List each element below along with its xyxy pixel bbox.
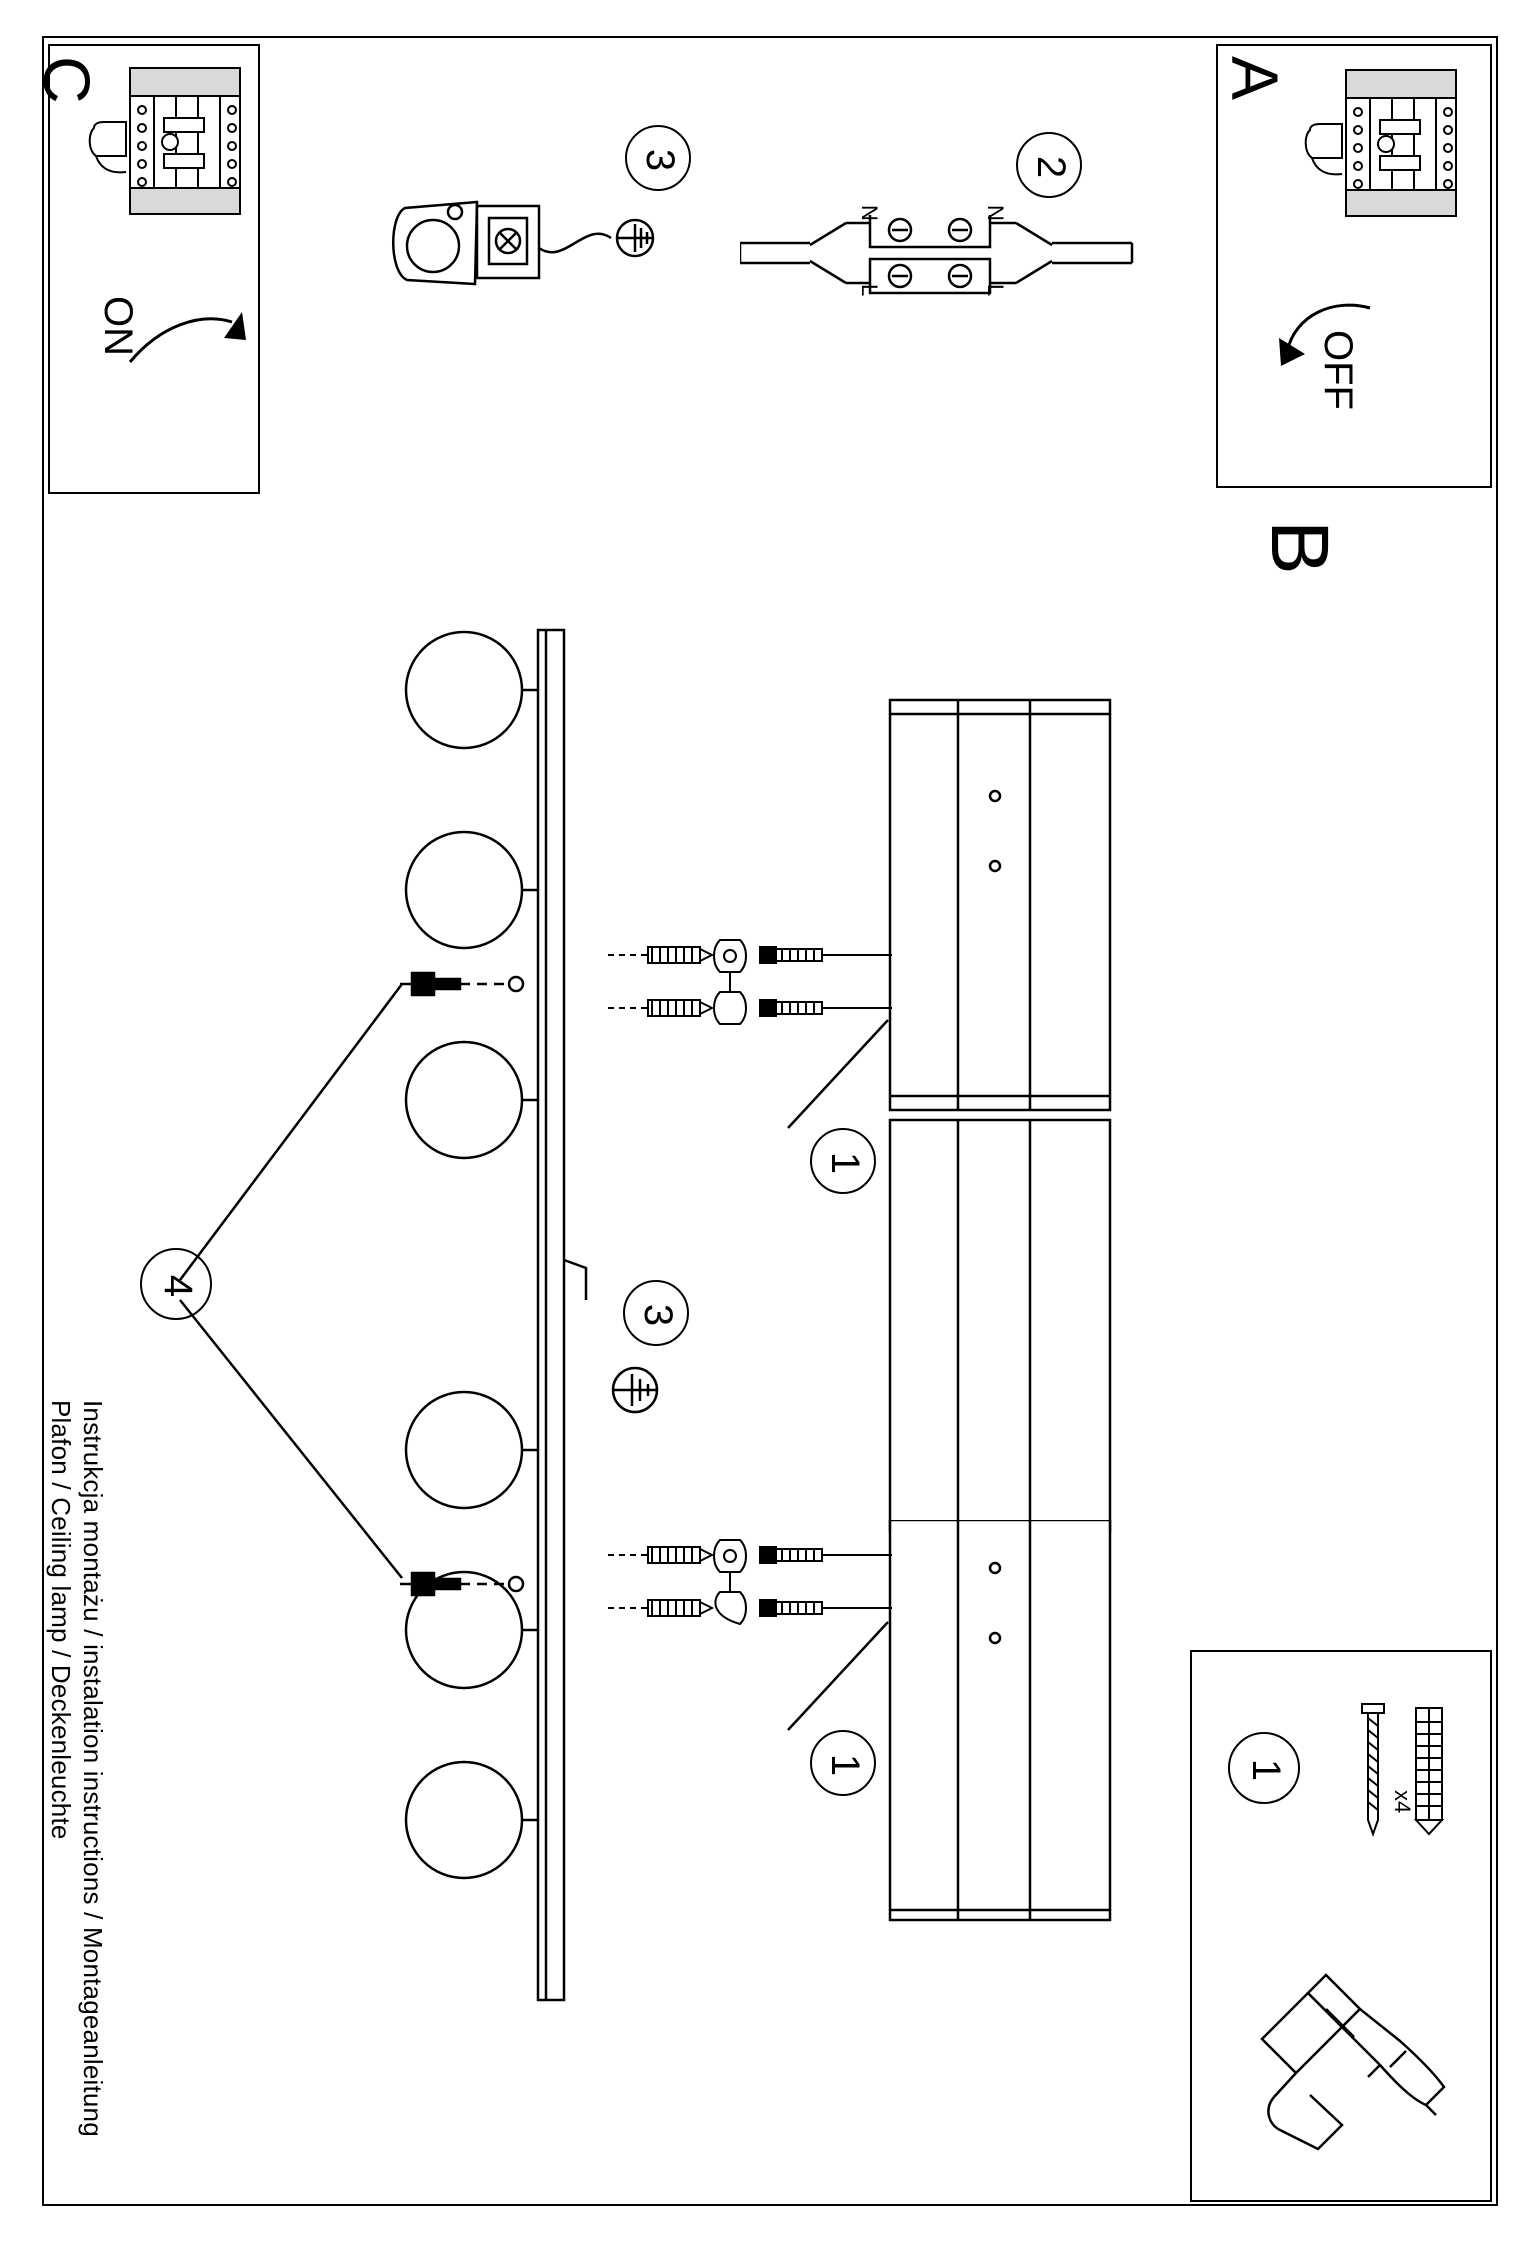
panel-a-arrow-icon [1275,300,1395,390]
ceiling-rail-middle [880,1110,1120,1540]
panel-c-letter-text: C [30,56,104,104]
parts-screw-plug-icons [1340,1700,1480,1860]
parts-quantity-text: x4 [1390,1790,1415,1814]
terminal-left-top-text: N [857,205,882,221]
panel-c-arrow-icon [120,302,250,392]
step3-top-illustration [385,180,705,310]
terminal-left-bottom-text: L [857,284,882,297]
parts-quantity-label [1389,1790,1415,1813]
panel-a-letter [1218,56,1292,101]
caption-line-2-text: Plafon / Ceiling lamp / Deckenleuchte [46,1400,76,1840]
terminal-right-top-text: N [983,205,1008,221]
step-4-number: 4 [156,1274,201,1298]
terminal-label-right-bottom [982,284,1008,296]
step-1-bottom-leader [780,1612,900,1742]
terminal-label-left-bottom [856,284,882,296]
ceiling-rail-top [880,690,1120,1120]
panel-a-state-text: OFF [1316,330,1360,410]
parts-step-badge [1228,1732,1300,1804]
panel-a-letter-text: A [1218,56,1292,101]
terminal-right-bottom-text: L [983,284,1008,297]
step-2-number: 2 [1029,155,1074,179]
caption-line-1 [77,1400,108,2137]
terminal-label-left-top [856,205,882,221]
terminal-label-right-top [982,205,1008,221]
step-3-body-badge [623,1280,689,1346]
step-4-badge [140,1248,212,1320]
step3-body-earth-icon [600,1355,670,1425]
panel-a-breaker-illustration [1300,60,1480,240]
panel-b-letter [1254,520,1345,575]
step-3-top-number: 3 [638,148,683,172]
caption-line-1-text: Instrukcja montażu / instalation instructions / Montageanleitung [78,1400,108,2137]
step-2-badge [1016,132,1082,198]
panel-c-breaker-illustration [84,58,264,238]
parts-step-number: 1 [1244,1758,1289,1782]
caption-line-2 [45,1400,76,1840]
step-3-body-number: 3 [636,1303,681,1327]
panel-c-state-text: ON [96,296,140,356]
drill-icon [1230,1965,1460,2175]
step2-terminal-illustration [740,215,1140,305]
step-3-top-badge [625,125,691,191]
step-1-bottom-number: 1 [823,1753,868,1777]
panel-b-letter-text: B [1254,520,1345,575]
ceiling-rail-bottom [880,1520,1120,1940]
step-1-top-number: 1 [823,1151,868,1175]
step-1-top-leader [780,1010,900,1140]
